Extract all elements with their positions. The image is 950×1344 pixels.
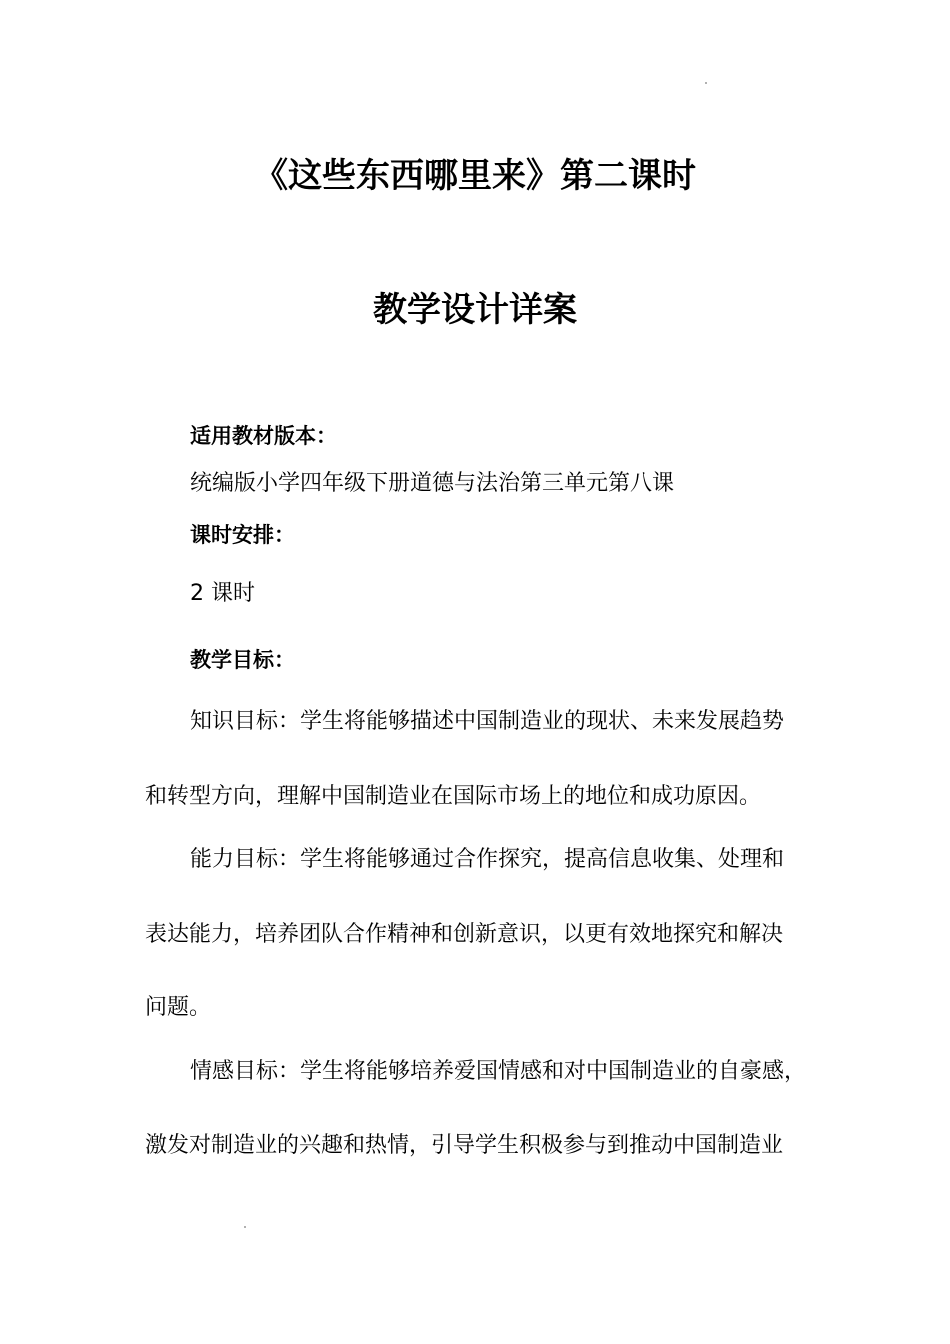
- ability-objective-line-1: 能力目标：学生将能够通过合作探究，提高信息收集、处理和: [190, 847, 785, 872]
- textbook-label: 适用教材版本：: [190, 424, 337, 448]
- page-title-line-2: 教学设计详案: [373, 290, 577, 330]
- knowledge-objective-line-2: 和转型方向，理解中国制造业在国际市场上的地位和成功原因。: [145, 784, 762, 809]
- emotion-objective-line-1: 情感目标：学生将能够培养爱国情感和对中国制造业的自豪感，: [190, 1059, 807, 1084]
- objectives-label: 教学目标：: [190, 648, 295, 672]
- corner-mark: [705, 82, 707, 84]
- knowledge-objective-line-1: 知识目标：学生将能够描述中国制造业的现状、未来发展趋势: [190, 709, 785, 734]
- schedule-label: 课时安排：: [190, 523, 295, 547]
- emotion-objective-line-2: 激发对制造业的兴趣和热情，引导学生积极参与到推动中国制造业: [145, 1133, 784, 1158]
- page-title-line-1: 《这些东西哪里来》第二课时: [254, 156, 696, 196]
- ability-objective-line-2: 表达能力，培养团队合作精神和创新意识，以更有效地探究和解决: [145, 922, 784, 947]
- ability-objective-line-3: 问题。: [145, 995, 212, 1020]
- footer-mark: [244, 1226, 246, 1228]
- textbook-value: 统编版小学四年级下册道德与法治第三单元第八课: [190, 471, 675, 496]
- schedule-value: 2 课时: [190, 581, 255, 606]
